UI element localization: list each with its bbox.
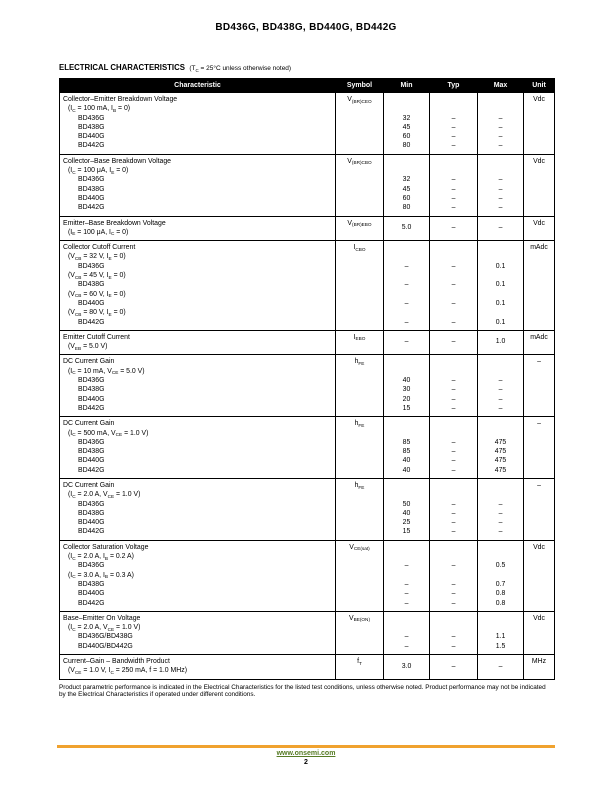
characteristic-line: BD438G bbox=[78, 123, 105, 131]
table-row bbox=[60, 93, 555, 155]
section-heading-label: ELECTRICAL CHARACTERISTICS bbox=[59, 63, 185, 72]
min-cell: 5.0 bbox=[384, 216, 430, 241]
characteristic-line: Current–Gain – Bandwidth Product bbox=[63, 658, 170, 666]
characteristic-cell bbox=[60, 611, 336, 654]
symbol-cell: $h_{FE}$ bbox=[336, 417, 384, 479]
typ-cell: – – – – bbox=[430, 355, 478, 417]
characteristic-line: BD442G bbox=[78, 599, 105, 607]
characteristic-cell bbox=[60, 655, 336, 680]
column-header: Unit bbox=[524, 79, 555, 93]
min-cell: – – – – bbox=[384, 241, 430, 331]
characteristic-line: DC Current Gain bbox=[63, 358, 115, 366]
characteristic-line: DC Current Gain bbox=[63, 481, 115, 489]
max-cell: 1.1 1.5 bbox=[478, 611, 524, 654]
characteristic-cell bbox=[60, 478, 336, 540]
table-row bbox=[60, 655, 555, 680]
characteristic-line: BD440G bbox=[78, 133, 105, 141]
symbol-cell: $I_{CBO}$ bbox=[336, 241, 384, 331]
characteristic-line: BD440G bbox=[78, 590, 105, 598]
min-cell: – bbox=[384, 330, 430, 355]
characteristic-line: BD438G bbox=[78, 281, 105, 289]
characteristic-line: BD440G bbox=[78, 299, 105, 307]
unit-cell: mAdc bbox=[524, 330, 555, 355]
min-cell: 40 30 20 15 bbox=[384, 355, 430, 417]
characteristic-line: BD436G/BD438G bbox=[78, 633, 133, 641]
characteristic-line: BD442G bbox=[78, 528, 105, 536]
footnote: Product parametric performance is indicated in the Electrical Characteristics for the listed test conditions, unless otherwise noted. Product performance may not be indicated by the Electrical Characteristics if operated under different conditions. bbox=[59, 683, 546, 699]
symbol-cell: $V_{(BR)EBO}$ bbox=[336, 216, 384, 241]
characteristic-line: BD440G bbox=[78, 457, 105, 465]
section-heading bbox=[59, 57, 612, 75]
characteristic-cell bbox=[60, 241, 336, 331]
characteristic-line: ($I_C = 100$ μA, $I_E = 0$) bbox=[68, 167, 129, 175]
typ-cell: – – bbox=[430, 611, 478, 654]
characteristic-line: BD440G bbox=[78, 395, 105, 403]
characteristic-line: BD442G bbox=[78, 466, 105, 474]
characteristic-line: ($I_C = 3.0$ A, $I_B = 0.3$ A) bbox=[68, 571, 134, 580]
table-row bbox=[60, 478, 555, 540]
min-cell: 32 45 60 80 bbox=[384, 93, 430, 155]
typ-cell: – bbox=[430, 655, 478, 680]
table-row bbox=[60, 540, 555, 611]
characteristic-cell bbox=[60, 216, 336, 241]
symbol-cell: $V_{(BR)CBO}$ bbox=[336, 154, 384, 216]
typ-cell: – bbox=[430, 330, 478, 355]
unit-cell: MHz bbox=[524, 655, 555, 680]
symbol-cell: $V_{CE(sat)}$ bbox=[336, 540, 384, 611]
max-cell: 475 475 475 475 bbox=[478, 417, 524, 479]
table-row bbox=[60, 216, 555, 241]
max-cell: – – – – bbox=[478, 355, 524, 417]
characteristic-line: ($I_C = 2.0$ A, $V_{CE} = 1.0$ V) bbox=[68, 624, 141, 632]
symbol-cell: $f_T$ bbox=[336, 655, 384, 680]
column-header: Min bbox=[384, 79, 430, 93]
characteristic-line: Base–Emitter On Voltage bbox=[63, 614, 141, 622]
characteristic-line: ($I_C = 500$ mA, $V_{CE} = 1.0$ V) bbox=[68, 429, 149, 438]
characteristic-line: BD438G bbox=[78, 448, 105, 456]
max-cell: – – – – bbox=[478, 93, 524, 155]
min-cell: 3.0 bbox=[384, 655, 430, 680]
characteristic-line: Collector Cutoff Current bbox=[63, 244, 136, 252]
unit-cell: – bbox=[524, 355, 555, 417]
max-cell: 1.0 bbox=[478, 330, 524, 355]
page-footer bbox=[57, 745, 555, 766]
characteristic-cell bbox=[60, 154, 336, 216]
characteristic-line: BD438G bbox=[78, 386, 105, 394]
characteristic-line: Collector–Emitter Breakdown Voltage bbox=[63, 96, 178, 103]
typ-cell: – – – – bbox=[430, 93, 478, 155]
symbol-cell: $V_{BE(ON)}$ bbox=[336, 611, 384, 654]
characteristic-line: BD442G bbox=[78, 404, 105, 412]
characteristic-line: ($V_{CB} = 45$ V, $I_E = 0$) bbox=[68, 272, 126, 280]
typ-cell: – – – – bbox=[430, 540, 478, 611]
typ-cell: – – – – bbox=[430, 241, 478, 331]
table-row bbox=[60, 611, 555, 654]
min-cell: – – bbox=[384, 611, 430, 654]
characteristic-line: BD436G bbox=[78, 377, 105, 385]
characteristic-line: ($V_{CB} = 32$ V, $I_E = 0$) bbox=[68, 253, 126, 262]
symbol-cell: $V_{(BR)CEO}$ bbox=[336, 93, 384, 155]
characteristic-line: BD436G bbox=[78, 500, 105, 508]
max-cell: – – – – bbox=[478, 154, 524, 216]
unit-cell: Vdc bbox=[524, 540, 555, 611]
max-cell: – bbox=[478, 216, 524, 241]
typ-cell: – bbox=[430, 216, 478, 241]
typ-cell: – – – – bbox=[430, 478, 478, 540]
characteristic-line: ($V_{CE} = 1.0$ V, $I_C = 250$ mA, f = 1.0 MHz) bbox=[68, 667, 188, 675]
table-row bbox=[60, 417, 555, 479]
min-cell: 85 85 40 40 bbox=[384, 417, 430, 479]
characteristic-line: ($V_{CB} = 80$ V, $I_E = 0$) bbox=[68, 309, 126, 317]
max-cell: 0.5 0.7 0.8 0.8 bbox=[478, 540, 524, 611]
characteristic-line: BD436G bbox=[78, 262, 105, 270]
column-header: Symbol bbox=[336, 79, 384, 93]
typ-cell: – – – – bbox=[430, 154, 478, 216]
characteristic-cell bbox=[60, 330, 336, 355]
characteristic-line: BD436G bbox=[78, 438, 105, 446]
typ-cell: – – – – bbox=[430, 417, 478, 479]
table-row bbox=[60, 241, 555, 331]
unit-cell: – bbox=[524, 417, 555, 479]
page-title: BD436G, BD438G, BD440G, BD442G bbox=[215, 22, 397, 33]
characteristic-cell bbox=[60, 540, 336, 611]
symbol-cell: $I_{EBO}$ bbox=[336, 330, 384, 355]
characteristic-line: ($I_C = 100$ mA, $I_B = 0$) bbox=[68, 105, 131, 113]
characteristic-line: ($I_E = 100$ μA, $I_C = 0$) bbox=[68, 228, 129, 237]
characteristic-line: Collector–Base Breakdown Voltage bbox=[63, 157, 172, 165]
characteristic-line: ($I_C = 2.0$ A, $V_{CE} = 1.0$ V) bbox=[68, 491, 141, 499]
table-header-row bbox=[60, 79, 555, 93]
max-cell: – bbox=[478, 655, 524, 680]
onsemi-link[interactable]: www.onsemi.com bbox=[276, 750, 336, 757]
section-condition: ($T_C = 25^\circ C$ unless otherwise noted) bbox=[189, 65, 292, 73]
characteristic-line: BD442G bbox=[78, 204, 105, 212]
column-header: Characteristic bbox=[60, 79, 336, 93]
characteristic-line: BD438G bbox=[78, 509, 105, 517]
characteristic-line: ($I_C = 10$ mA, $V_{CE} = 5.0$ V) bbox=[68, 367, 145, 376]
characteristic-cell bbox=[60, 93, 336, 155]
unit-cell: mAdc bbox=[524, 241, 555, 331]
characteristic-line: BD442G bbox=[78, 318, 105, 326]
table-row bbox=[60, 355, 555, 417]
column-header: Typ bbox=[430, 79, 478, 93]
unit-cell: – bbox=[524, 478, 555, 540]
max-cell: 0.1 0.1 0.1 0.1 bbox=[478, 241, 524, 331]
characteristic-line: BD438G bbox=[78, 580, 105, 588]
min-cell: – – – – bbox=[384, 540, 430, 611]
characteristic-line: ($I_C = 2.0$ A, $I_B = 0.2$ A) bbox=[68, 553, 134, 561]
characteristic-line: BD442G bbox=[78, 142, 105, 150]
symbol-cell: $h_{FE}$ bbox=[336, 355, 384, 417]
characteristic-line: BD436G bbox=[78, 176, 105, 184]
characteristic-line: BD440G/BD442G bbox=[78, 642, 133, 650]
characteristic-line: BD438G bbox=[78, 185, 105, 193]
table-row bbox=[60, 330, 555, 355]
page-number: 2 bbox=[304, 759, 308, 766]
characteristic-line: Emitter–Base Breakdown Voltage bbox=[63, 219, 166, 227]
max-cell: – – – – bbox=[478, 478, 524, 540]
unit-cell: Vdc bbox=[524, 93, 555, 155]
unit-cell: Vdc bbox=[524, 216, 555, 241]
unit-cell: Vdc bbox=[524, 154, 555, 216]
symbol-cell: $h_{FE}$ bbox=[336, 478, 384, 540]
footer-rule bbox=[57, 745, 555, 748]
min-cell: 32 45 60 80 bbox=[384, 154, 430, 216]
electrical-characteristics-table bbox=[59, 78, 555, 680]
characteristic-line: BD440G bbox=[78, 194, 105, 202]
characteristic-cell bbox=[60, 417, 336, 479]
characteristic-line: Emitter Cutoff Current bbox=[63, 333, 130, 341]
characteristic-cell bbox=[60, 355, 336, 417]
min-cell: 50 40 25 15 bbox=[384, 478, 430, 540]
characteristic-line: BD436G bbox=[78, 114, 105, 122]
characteristic-line: ($V_{CB} = 60$ V, $I_E = 0$) bbox=[68, 290, 126, 299]
characteristic-line: DC Current Gain bbox=[63, 420, 115, 428]
table-row bbox=[60, 154, 555, 216]
characteristic-line: BD440G bbox=[78, 519, 105, 527]
characteristic-line: BD436G bbox=[78, 562, 105, 570]
characteristic-line: ($V_{EB} = 5.0$ V) bbox=[68, 343, 108, 351]
table-body bbox=[60, 93, 555, 680]
column-header: Max bbox=[478, 79, 524, 93]
characteristic-line: Collector Saturation Voltage bbox=[63, 543, 149, 551]
unit-cell: Vdc bbox=[524, 611, 555, 654]
